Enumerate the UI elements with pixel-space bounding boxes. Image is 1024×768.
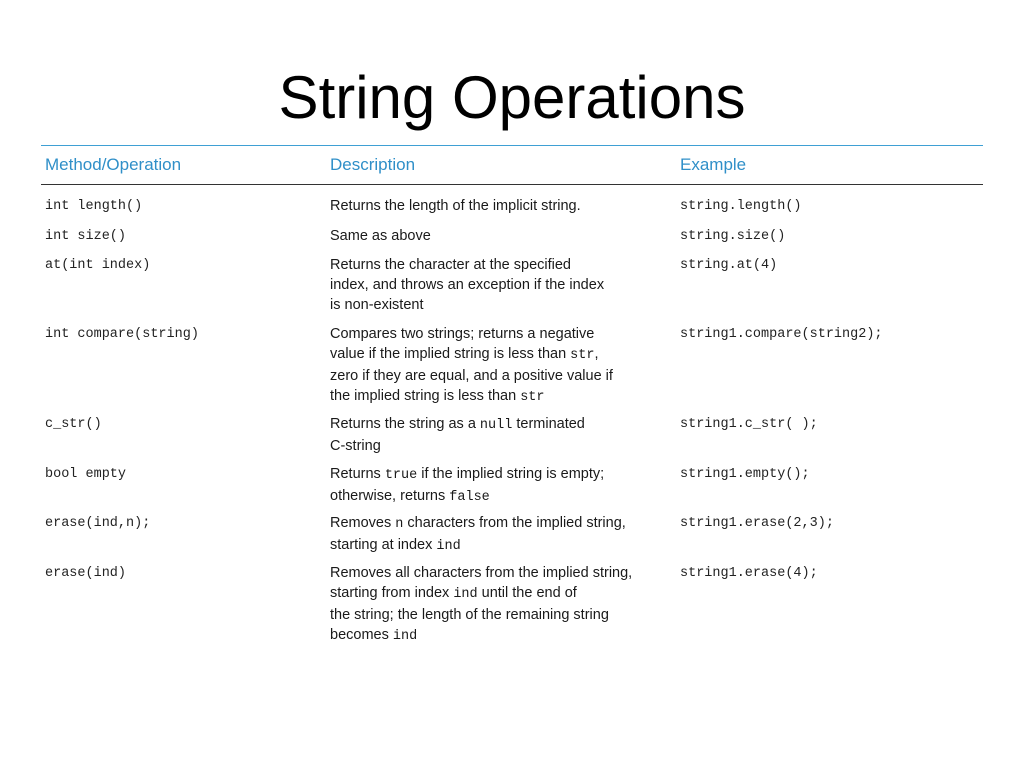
description-cell (330, 563, 675, 647)
method-cell: int size() (45, 229, 127, 244)
example-cell: string1.erase(4); (680, 566, 818, 581)
description-text: Returns the character at the specified (330, 257, 571, 273)
description-text: Removes (330, 515, 396, 531)
method-cell: int compare(string) (45, 327, 199, 342)
description-text: Removes all characters from the implied string, (330, 565, 633, 581)
description-line (330, 583, 675, 605)
description-line (330, 275, 675, 295)
example-cell: string.length() (680, 199, 802, 214)
description-text: index, and throws an exception if the index (330, 277, 605, 293)
description-text: Compares two strings; returns a negative (330, 326, 595, 342)
description-line (330, 196, 675, 216)
method-cell: int length() (45, 199, 143, 214)
example-cell: string1.c_str( ); (680, 417, 818, 432)
description-cell (330, 464, 675, 508)
description-text: C-string (330, 438, 381, 454)
description-line (330, 513, 675, 535)
description-text: Same as above (330, 228, 431, 244)
column-header-method: Method/Operation (45, 155, 182, 174)
example-cell: string1.empty(); (680, 467, 810, 482)
description-line (330, 414, 675, 436)
description-line (330, 366, 675, 386)
description-line (330, 386, 675, 408)
description-text: zero if they are equal, and a positive value if (330, 368, 613, 384)
description-text: is non-existent (330, 297, 424, 313)
method-cell: c_str() (45, 417, 102, 432)
example-cell: string1.compare(string2); (680, 327, 883, 342)
description-line (330, 295, 675, 315)
description-text: Returns the length of the implicit string. (330, 198, 581, 214)
description-line (330, 563, 675, 583)
inline-code: n (395, 517, 404, 532)
page-title: String Operations (278, 64, 746, 131)
description-text: characters from the implied string, (403, 515, 626, 531)
description-line (330, 464, 675, 486)
description-text: otherwise, returns (330, 488, 450, 504)
description-cell (330, 324, 675, 408)
method-cell: at(int index) (45, 258, 151, 273)
inline-code: true (384, 468, 418, 483)
description-text: the string; the length of the remaining string (330, 607, 609, 623)
inline-code: ind (453, 587, 478, 602)
description-line (330, 255, 675, 275)
description-text: starting at index (330, 537, 437, 553)
description-text: , (594, 346, 599, 362)
inline-code: null (479, 418, 513, 433)
column-header-description: Description (330, 155, 416, 174)
inline-code: false (449, 490, 490, 505)
description-cell (330, 255, 675, 315)
column-header-example: Example (680, 155, 747, 174)
description-text: until the end of (477, 585, 577, 601)
description-text: value if the implied string is less than (330, 346, 571, 362)
method-cell: erase(ind) (45, 566, 127, 581)
inline-code: str (570, 348, 595, 363)
method-cell: bool empty (45, 467, 127, 482)
inline-code: ind (392, 629, 418, 644)
description-text: becomes (330, 627, 393, 643)
inline-code: str (520, 390, 545, 405)
inline-code: ind (436, 539, 461, 554)
description-cell (330, 414, 675, 456)
description-text: Returns the string as a (330, 416, 480, 432)
example-cell: string1.erase(2,3); (680, 516, 834, 531)
description-text: terminated (512, 416, 585, 432)
description-line (330, 344, 675, 366)
method-cell: erase(ind,n); (45, 516, 151, 531)
description-cell (330, 513, 675, 557)
description-line (330, 605, 675, 625)
description-line (330, 486, 675, 508)
description-text: if the implied string is empty; (417, 466, 605, 482)
description-line (330, 436, 675, 456)
example-cell: string.size() (680, 229, 786, 244)
description-text: Returns (330, 466, 385, 482)
description-cell (330, 196, 675, 216)
description-text: the implied string is less than (330, 388, 521, 404)
description-line (330, 625, 675, 647)
description-line (330, 324, 675, 344)
description-text: starting from index (330, 585, 454, 601)
description-line (330, 535, 675, 557)
example-cell: string.at(4) (680, 258, 778, 273)
description-cell (330, 226, 675, 246)
description-line (330, 226, 675, 246)
